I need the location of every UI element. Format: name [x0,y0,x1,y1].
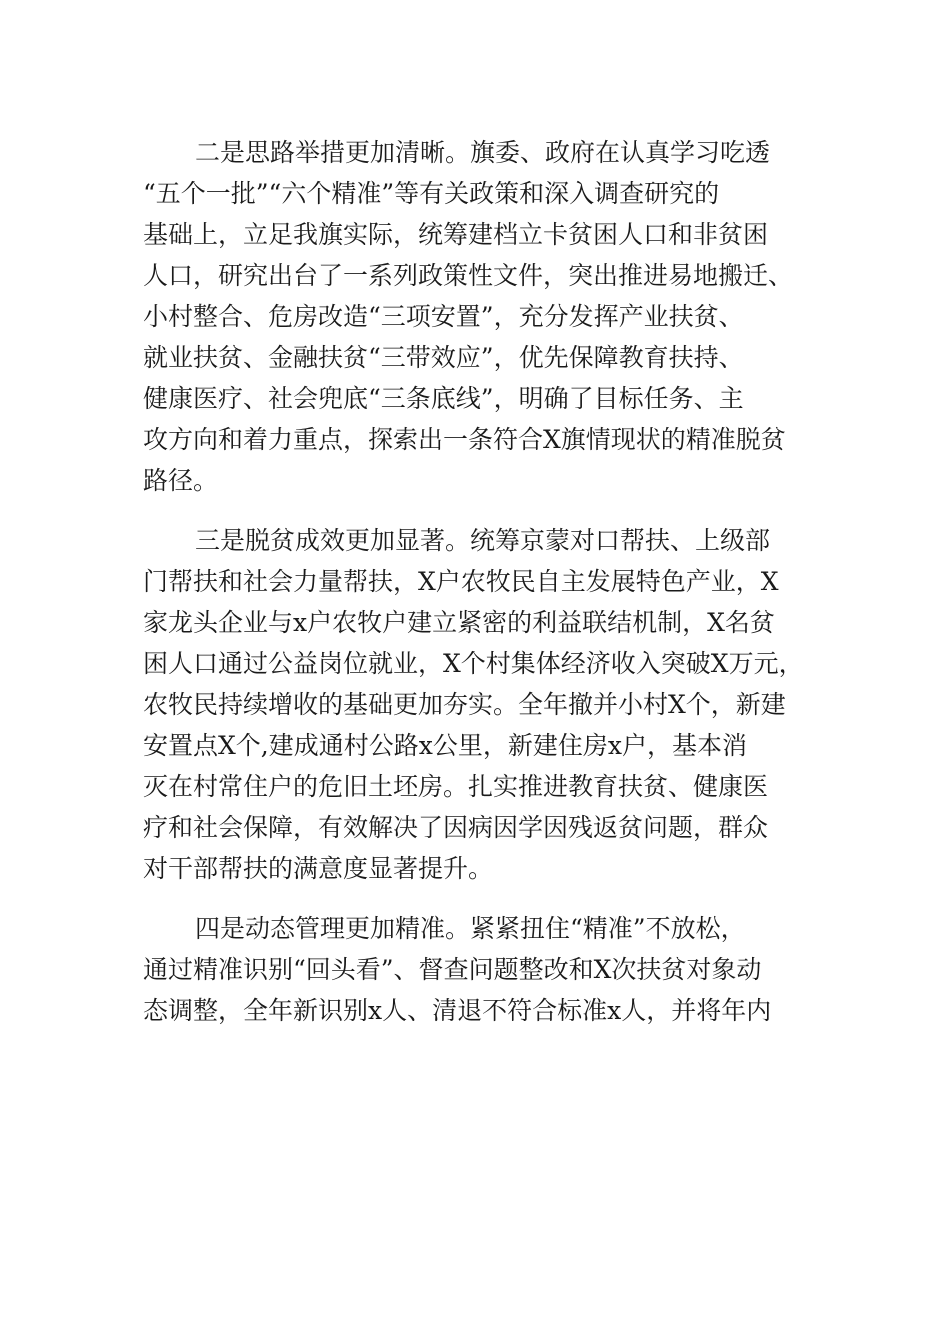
paragraph-line: 对干部帮扶的满意度显著提升。 [143,854,494,883]
paragraph-line: 灭在村常住户的危旧土坯房。扎实推进教育扶贫、健康医 [143,772,769,801]
paragraph-line: 四是动态管理更加精准。紧紧扭住“精准”不放松， [195,914,746,943]
paragraph-line: 就业扶贫、金融扶贫“三带效应”，优先保障教育扶持、 [143,343,744,372]
paragraph-3 [143,520,823,889]
paragraph-line: 路径。 [143,466,219,495]
paragraph-line: 攻方向和着力重点，探索出一条符合X旗情现状的精准脱贫 [143,425,786,454]
paragraph-line: 困人口通过公益岗位就业，X个村集体经济收入突破X万元， [143,649,804,678]
paragraph-4 [143,908,823,1031]
paragraph-line: 家龙头企业与x户农牧户建立紧密的利益联结机制，X名贫 [143,608,775,637]
paragraph-spacer [143,889,823,908]
paragraph-line: 二是思路举措更加清晰。旗委、政府在认真学习吃透 [195,138,771,167]
paragraph-line: “五个一批”“六个精准”等有关政策和深入调查研究的 [143,179,720,208]
paragraph-line: 安置点X个,建成通村公路x公里，新建住房x户，基本消 [143,731,747,760]
paragraph-line: 疗和社会保障，有效解决了因病因学因残返贫问题，群众 [143,813,769,842]
paragraph-line: 小村整合、危房改造“三项安置”，充分发挥产业扶贫、 [143,302,744,331]
paragraph-line: 通过精准识别“回头看”、督查问题整改和X次扶贫对象动 [143,955,762,984]
paragraph-line: 农牧民持续增收的基础更加夯实。全年撤并小村X个，新建 [143,690,786,719]
paragraph-spacer [143,501,823,520]
paragraph-line: 人口，研究出台了一系列政策性文件，突出推进易地搬迁、 [143,261,794,290]
paragraph-line: 健康医疗、社会兜底“三条底线”，明确了目标任务、主 [143,384,744,413]
paragraph-2 [143,132,823,501]
document-body [143,132,823,1031]
paragraph-line: 态调整，全年新识别x人、清退不符合标准x人，并将年内 [143,996,772,1025]
paragraph-line: 三是脱贫成效更加显著。统筹京蒙对口帮扶、上级部 [195,526,771,555]
paragraph-line: 门帮扶和社会力量帮扶，X户农牧民自主发展特色产业，X [143,567,779,596]
paragraph-line: 基础上，立足我旗实际，统筹建档立卡贫困人口和非贫困 [143,220,769,249]
